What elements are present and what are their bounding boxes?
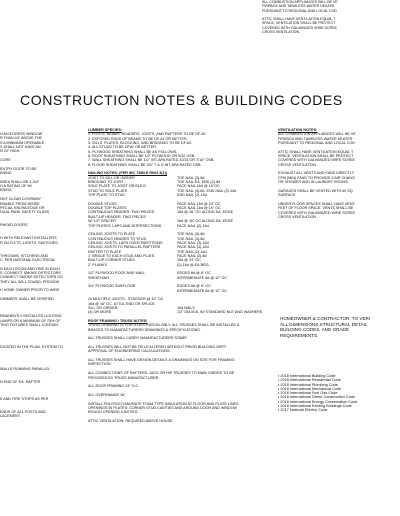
truss-note-line: ATTIC VENTILATION: REQUIRED ABOVE HOUSE. — [88, 418, 174, 423]
lumber-note-line: 6. ROOF SHEATHING SHALL BE 1/2" PLYWOOD OR 5/32 OSB. — [88, 154, 196, 159]
nailing-schedule: FACE NAIL 16d @ 24" OC — [177, 201, 221, 206]
ventilation-note-line: CROSS VENTILATION. — [278, 162, 318, 167]
nailing-location: CONTINUOUS HEADER, TWO PIECES — [88, 210, 155, 215]
truss-note-line: ALL OVERHANGS 16" — [88, 392, 126, 397]
homeowner-note-line: HOMEOWNER & CONTRACTOR: TO VERI — [280, 316, 371, 321]
lumber-note-line: 7. WALL SHEATHING SHALL BE 1/2" INT-APA RATED 32/16 OR 7/16" OSB. — [88, 158, 215, 163]
top-note-line: SPACE. VENTILATION SHALL BE PROTECT — [262, 21, 336, 26]
ventilation-note-line: CROSS VENTILATION. — [278, 214, 318, 219]
top-note-line: PURSUANT TO REGIONAL AND LOCAL COD — [262, 8, 338, 13]
homeowner-contractor-note — [280, 316, 400, 338]
nailing-schedule: TOE NAIL (4)-8d — [177, 236, 205, 241]
code-list-item: ▪ 2017 National Electric Code — [278, 408, 328, 413]
code-list-item: ▪ 2018 International Building Code — [278, 374, 336, 378]
top-note-line: COVERED WITH GALVANIZED WIRE SCREE — [262, 25, 337, 30]
left-note-line: S SHALL NOT HAVE AN — [0, 145, 41, 150]
nailing-location: CONTINUOUS HEADER TO STUD — [88, 236, 147, 241]
ventilation-note-line: COVERED WITH GALVANIZED WIRE SCREE — [278, 210, 355, 215]
top-note-line: ATTIC SHALL HAVE VENTILATION EQUAL T — [262, 17, 336, 22]
truss-note-line: ROUGH OPENING CAVITIES. — [88, 410, 139, 415]
code-list-item: ▪ 2018 International Mechanical Code — [278, 386, 342, 391]
truss-note-line: ALL TRUSSES WILL NOT BE FIELD ALTERED WITHOUT PRIOR BUILDING DEPT. — [88, 345, 227, 350]
code-list-item: ▪ 2018 International Existing Buildings Code — [278, 404, 352, 409]
top-ventilation-notes — [262, 0, 400, 34]
nailing-heading: NAILING NOTES: (PER IBC TABLE R602.3(1)) — [88, 171, 168, 176]
ventilation-note-line: ATTIC SHALL HAVE VENTILATION EQUAL T — [278, 149, 354, 154]
nailing-location: BUILT-UP CORNER STUDS — [88, 258, 135, 263]
left-note-line: ENING — [0, 171, 12, 176]
truss-note-line: ALL ROOF FRAMING 24" O.C. — [88, 384, 140, 389]
nailing-schedule: 16d @ 24" OC — [177, 258, 201, 263]
ventilation-notes-list — [278, 132, 400, 219]
ventilation-heading: VENTILATION NOTES: — [278, 128, 318, 132]
nailing-schedule: (2)-16d @ EA.BRG. — [177, 262, 210, 267]
nailing-location: JOIST TO SILL OR GIRDER — [88, 175, 135, 180]
homeowner-note-line: BUILDING CODES, AND GRADE — [280, 327, 349, 333]
left-note-line: H A RATING OF 60 — [0, 184, 32, 189]
nailing-schedule: EDGES 8d @ 6" OC — [177, 271, 211, 276]
nailing-location: SHEATHING — [88, 275, 110, 280]
truss-notes-list — [88, 323, 263, 423]
left-note-line: DUAL PANE SAFETY GLASS — [0, 210, 50, 215]
nailing-schedule: END NAIL (2)-16d — [177, 193, 207, 198]
nailing-schedule: EDGES 8d @ 6" OC — [177, 284, 211, 289]
left-note-line: TING FIXTURES SHALL CONTAIN — [0, 323, 58, 328]
ventilation-note-line: FIREBOX AND TANKLESS WATER HEATER — [278, 136, 353, 141]
left-note-line: N END OF EA. RAFTER — [0, 379, 41, 384]
left-note-line: THEY ALL WILL SOUND. PROVIDE — [0, 279, 60, 284]
nailing-schedule: TOE NAIL (4)-8d, END NAIL (2)-16d — [177, 188, 237, 193]
code-list-item: ▪ 2018 International Fuel Gas Code — [278, 391, 338, 396]
left-note-line: PECIAL KNOWLEDGE OR — [0, 205, 45, 210]
nailing-schedule: 1/2" DIA M.B. W/ STANDARD NUT AND WASHERS — [177, 310, 263, 315]
truss-note-line: OPENINGS IN PLATES; CORNER STUD CAVITIES AND AROUND DOOR AND WINDOW — [88, 405, 238, 410]
nailing-location: 2" PLANKS — [88, 262, 107, 267]
truss-note-line: ALL TRUSSES SHALL CARRY MANUFACTURERS STAMP. — [88, 336, 188, 341]
building-codes-list — [278, 374, 400, 413]
truss-note-line: PROVIDED BY TRUSS MANUFACTURER. — [88, 375, 160, 380]
left-note-line: S. CONNECT SMOKE DETECTORS — [0, 271, 61, 275]
left-note-line: R THAN 44" ABOVE THE — [0, 136, 42, 141]
ventilation-note-line: FEET OF FLOOR SPACE. VENTS SHALL BE — [278, 206, 354, 211]
nailing-location: TOP PLATES, LAPS AND INTERSECTIONS — [88, 223, 162, 228]
right-notes-column — [278, 128, 400, 219]
code-list-item: ▪ 2018 International Plumbing Code — [278, 382, 338, 387]
code-list-item: ▪ 2018 International Energy Conservation Code — [278, 399, 358, 404]
nailing-schedule: 16d @ 16" OC ALONG EA. EDGE — [177, 219, 234, 224]
nailing-location: CEILING JOISTS, LAPS OVER PARTITIONS — [88, 240, 163, 245]
nailing-location: BRIDGING TO JOIST — [88, 180, 124, 185]
nailing-schedule: TOE NAIL (3)-8d — [177, 232, 205, 237]
homeowner-note-line: ALL DIMENSIONS,STRUCTURAL DETAIL — [280, 321, 368, 327]
left-note-line: N 24" HIGH. — [0, 149, 21, 154]
nailing-location: CEILING JOISTS TO PLATE — [88, 232, 136, 237]
left-note-line: LACEMENT. — [0, 414, 21, 419]
nailing-location: SILL OR GIRDER: — [88, 306, 119, 311]
truss-note-line: ALL CONNECTIONS OF RAFTERS, JACK OR HIP TRUSSES TO MAIN GIRDER TO BE — [88, 371, 235, 376]
left-note-line: E AND FIRE STOPS AS PER — [0, 396, 49, 401]
nailing-schedule: TOE NAIL (3)-8d — [177, 175, 205, 180]
ventilation-note-line: COVERED WITH GALVANIZED WIRE SCREE — [278, 158, 355, 163]
nailing-schedule: FACE NAIL 16d @ 16" OC — [177, 206, 221, 211]
left-note-line: ENABLE FROM INSIDE — [0, 201, 40, 206]
ventilation-note-line: ALL COMBUSTION APPLIANCES WILL BE VE — [278, 132, 356, 137]
lumber-note-line: 5. PLYWOOD SHEATHING SHALL BE AS FOLLOWS: — [88, 149, 178, 154]
nailing-location: BUILT-UP HEADER, TWO PIECES — [88, 214, 146, 219]
nailing-location: 1/2" PLYWOOD ROOF AND WALL — [88, 271, 146, 276]
truss-note-line: ALL TRUSSES SHALL HAVE DESIGN DETAILS & DRAWINGS ON SITE FOR FRAMING — [88, 358, 235, 363]
nailing-schedule: FACE NAIL (3)-16d — [177, 245, 209, 250]
nailing-location: DOUBLE TOP PLATES — [88, 206, 127, 211]
nailing-schedule: FACE NAIL (2)-8d — [177, 253, 207, 258]
nailing-location: CEILING JOISTS TO PARALLEL RAFTERS — [88, 245, 161, 250]
nailing-row — [88, 310, 263, 314]
nailing-notes-table — [88, 176, 263, 315]
nailing-schedule: 16d @ 16" OC ALONG EA. EDGE — [177, 210, 234, 215]
left-note-line: ENING — [0, 188, 12, 193]
left-note-line: LAMPS OR A MINIMUM OF 75% OF — [0, 318, 61, 323]
top-note-line: FIREBOX AND TANKLESS WATER HEATER — [262, 4, 335, 9]
left-note-line: CONNECT SMOKE DETECTORS SO — [0, 275, 63, 280]
lumber-heading: LUMBER SPECIES: — [88, 128, 123, 132]
left-note-line: H HOME OWNER PRIOR TO WIRE — [0, 288, 60, 293]
nailing-location: 2x MULTIPLE JOISTS - STAGGER @ 10" OC — [88, 297, 164, 302]
left-note-line: ENTRY DOOR TO BE — [0, 166, 37, 171]
left-note-line: RHEAD DOORS — [0, 223, 28, 228]
nailing-location: 3/4" PLYWOOD SUBFLOOR — [88, 284, 136, 289]
left-note-line: AREA SHALL BE 1-3/4" — [0, 179, 40, 184]
left-note-line: NOT CLEAR DOORWAY — [0, 197, 42, 202]
lumber-note-line: 2. EXPOSED ENDS OF BEAMS TO BE DF-#1 OR BETTER. — [88, 136, 188, 141]
nailing-schedule: INTERMEDIATE 8d @ 12" OC — [177, 288, 228, 293]
nailing-location: TOP PLATE TO STUD — [88, 193, 125, 198]
left-note-line: C. PER NATIONAL ELECTRICAL — [0, 257, 56, 262]
top-note-line: ALL COMBUSTION APPLIANCES WILL BE VE — [262, 0, 338, 4]
code-list-item: ▪ 2018 International Green Construction Code — [278, 395, 355, 400]
lumber-note-line: 3. SILLS, PLATES, BLOCKING, AND BRIDGING TO BE DF-#2. — [88, 141, 193, 146]
ventilation-note-line: EXHAUST ALL VENTS AND FANS DIRECTLY — [278, 171, 355, 176]
nailing-schedule: 16d NAILS — [177, 306, 195, 311]
nailing-schedule: TOE NAIL (2)-16d — [177, 249, 207, 254]
nailing-location: STUD TO SOLE PLATE — [88, 188, 128, 193]
middle-notes-column — [88, 128, 263, 423]
lumber-notes-list — [88, 132, 263, 167]
left-notes-column — [0, 132, 84, 419]
ventilation-note-line: SURFACE. — [278, 193, 297, 198]
nailing-location: (4) OR MORE — [88, 310, 112, 315]
nailing-schedule: FACE NAIL (3)-16d — [177, 240, 209, 245]
lumber-note-line: 8. FLOOR SHEATHING SHALL BE 3/4" T & G INT-APA RATED OSB. — [88, 162, 202, 167]
left-note-line: H WITH RELEVANT INSTALLERS — [0, 236, 57, 241]
left-note-line: H AN EGRESS WINDOW — [0, 132, 43, 136]
lumber-note-line: 1. POSTS, BEAMS, HEADERS, JOISTS, AND RAFTERS TO BE DF-#2. — [88, 132, 207, 137]
truss-note-line: APPROVAL OF ENGINEERING CALCULATIONS. — [88, 349, 171, 354]
nailing-schedule: FACE NAIL (2)-16d — [177, 223, 209, 228]
lumber-note-line: 4. ALL STUDS TO BE DF#2 OR BETTER. — [88, 145, 157, 150]
truss-heading: ROOF FRAMING / TRUSS NOTES: — [88, 319, 148, 324]
truss-note-line: INSTALL POLYISOCYANURATE FOAM TYPE INSULATION AT FLOOR AND PLATE LINES, — [88, 401, 240, 406]
ventilation-note-line: SPACE. VENTILATION SHALL BE PROTECT — [278, 154, 354, 159]
left-note-line: RMANENTLY INSTALLED LIGHTING — [0, 314, 62, 319]
left-note-line: WALLS RUNNING PARALLEL — [0, 366, 50, 371]
homeowner-note-line: REQUIREMENTS. — [280, 332, 319, 338]
left-note-line: S A MINIMUM OPENABLE — [0, 140, 45, 145]
ventilation-note-line: CFM (MIN) FANS TO PROVIDE 5 AIR CHANG — [278, 175, 355, 180]
top-note-line: CROSS VENTILATION. — [262, 30, 301, 35]
left-note-line: CORE — [0, 158, 11, 163]
nailing-schedule: FACE NAIL 16d @ 16"OC — [177, 184, 220, 189]
left-note-line: R OUTLETS, LIGHTS, SWITCHES, — [0, 240, 59, 245]
left-note-line: DIMMERS SHALL BE VERIFIED — [0, 297, 54, 302]
truss-note-line: INSPECTION. — [88, 362, 112, 367]
ventilation-note-line: OR SHOWER AND IN LAUNDRY ROOMS. — [278, 180, 349, 185]
page-title: CONSTRUCTION NOTES & BUILDING CODES — [20, 92, 343, 108]
left-note-line: ENDS OF ALL POSTS AND — [0, 410, 46, 414]
truss-note-line: BRACED TO MANUFACTURERS DRAWINGS & SPECIFICATIONS. — [88, 327, 201, 332]
left-note-line: N EACH ROOM AND ONE IN EACH — [0, 266, 61, 271]
nailing-location: RAFTER TO PLATE — [88, 249, 122, 254]
nailing-location: W/ 1/2" SPACER — [88, 219, 116, 224]
nailing-location: DOUBLE STUDS — [88, 201, 117, 206]
ventilation-note-line: UNDER FLOOR SPACES SHALL HAVE VENT — [278, 201, 355, 206]
left-note-line: DICATED IN THE PLAN, SYSTEM TO — [0, 344, 63, 349]
nailing-schedule: INTERMEDIATE 8d @ 12" OC — [177, 275, 228, 280]
nailing-location: SOLE PLATE TO JOIST OR BLK'G — [88, 184, 146, 189]
left-note-line: THROOMS, KITCHENS AND — [0, 253, 49, 258]
nailing-location: 1" BRACE TO EACH STUD AND PLATE — [88, 253, 155, 258]
truss-note-line: TRUSS DRAWING IS FOR ILLUSTRATION ONLY. ALL TRUSSES SHALL BE INSTALLED & — [88, 323, 240, 328]
nailing-schedule: TOE NAIL EA. END (2)-8d — [177, 180, 221, 185]
ventilation-note-line: GARAGES SHALL BE VENTED WITH 60 SQ — [278, 188, 353, 193]
nailing-location: 16d @ 16" OC. AT EA. END OR SPLICE — [88, 301, 155, 306]
ventilation-note-line: PURSUANT TO REGIONAL AND LOCAL COD — [278, 141, 355, 146]
code-list-item: ▪ 2018 International Residential Code — [278, 378, 341, 383]
